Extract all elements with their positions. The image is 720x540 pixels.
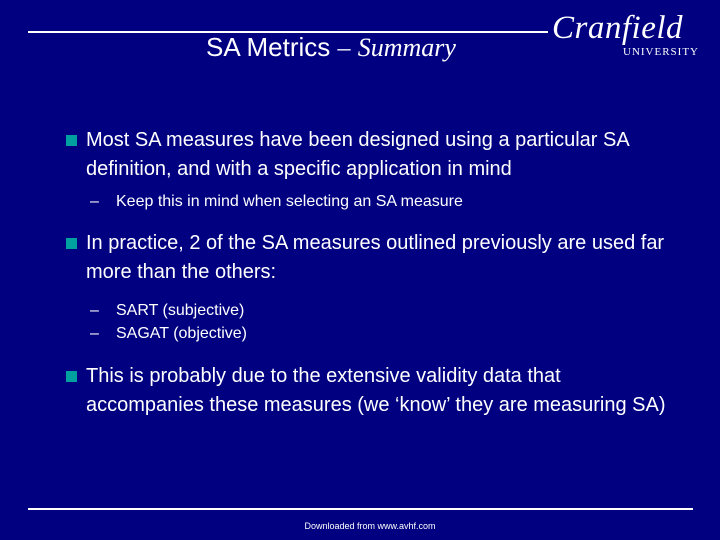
dash-icon: –	[90, 193, 99, 210]
square-bullet-icon	[66, 135, 77, 146]
sub-bullet-text: SAGAT (objective)	[116, 325, 248, 342]
title-subtitle: Summary	[357, 33, 456, 62]
bullet-item	[60, 126, 680, 184]
footer-text: Downloaded from www.avhf.com	[304, 521, 436, 531]
cranfield-logo	[552, 9, 697, 59]
sub-bullet-item	[60, 190, 680, 213]
logo-subtitle: UNIVERSITY	[623, 46, 699, 58]
bullet-text: In practice, 2 of the SA measures outlined previously are used far more than the others:	[86, 232, 665, 283]
sub-bullet-item	[60, 322, 680, 345]
footer-rule	[28, 508, 693, 510]
bullet-text: This is probably due to the extensive validity data that accompanies these measures (we ‘know’ they are measuring SA)	[86, 365, 666, 416]
sub-bullet-item	[60, 299, 680, 322]
sub-bullet-text: SART (subjective)	[116, 302, 245, 319]
square-bullet-icon	[66, 238, 77, 249]
bullet-item	[60, 229, 680, 287]
square-bullet-icon	[66, 371, 77, 382]
dash-icon: –	[90, 325, 99, 342]
slide-title	[206, 31, 456, 64]
sub-bullet-text: Keep this in mind when selecting an SA measure	[116, 193, 463, 210]
title-main: SA Metrics	[206, 32, 331, 62]
title-separator: –	[337, 33, 351, 62]
slide-content	[60, 126, 680, 420]
bullet-item	[60, 362, 680, 420]
logo-name: Cranfield	[552, 10, 684, 46]
bullet-text: Most SA measures have been designed using a particular SA definition, and with a specific application in mind	[86, 129, 629, 180]
dash-icon: –	[90, 302, 99, 319]
